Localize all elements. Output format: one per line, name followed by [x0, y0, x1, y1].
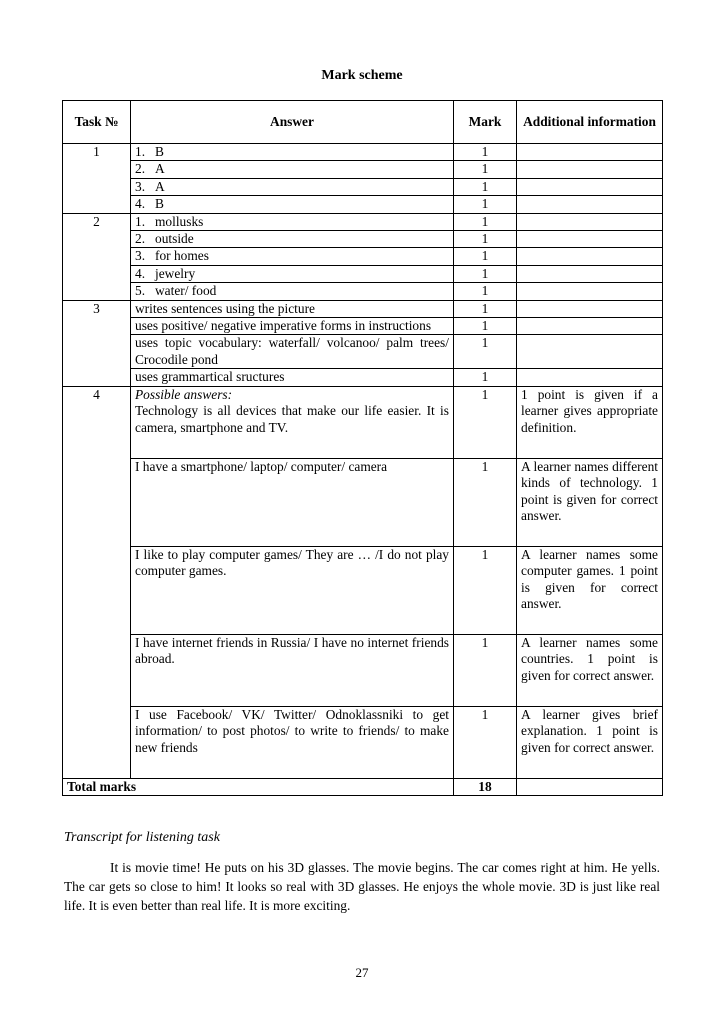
table-row — [63, 178, 663, 195]
info-cell — [517, 178, 663, 195]
info-cell — [517, 144, 663, 161]
info-cell: A learner names some countries. 1 point is given for correct answer. — [517, 634, 663, 706]
header-task: Task № — [63, 101, 131, 144]
answer-cell: 1. mollusks — [131, 213, 454, 230]
mark-cell: 1 — [454, 231, 517, 248]
answer-cell: Possible answers: Technology is all devices that make our life easier. It is camera, smartphone and TV. — [131, 386, 454, 458]
answer-cell: 4. jewelry — [131, 265, 454, 282]
header-row — [63, 101, 663, 144]
header-answer: Answer — [131, 101, 454, 144]
table-row — [63, 386, 663, 458]
info-cell — [517, 213, 663, 230]
info-cell: A learner names different kinds of technology. 1 point is given for correct answer. — [517, 458, 663, 546]
mark-cell: 1 — [454, 546, 517, 634]
answer-cell: I like to play computer games/ They are … /I do not play computer games. — [131, 546, 454, 634]
mark-cell: 1 — [454, 318, 517, 335]
mark-cell: 1 — [454, 300, 517, 317]
mark-cell: 1 — [454, 265, 517, 282]
mark-cell: 1 — [454, 283, 517, 300]
table-row — [63, 196, 663, 213]
answer-cell: I have a smartphone/ laptop/ computer/ camera — [131, 458, 454, 546]
total-row — [63, 778, 663, 795]
table-row — [63, 144, 663, 161]
answer-cell: 3. A — [131, 178, 454, 195]
task-number: 2 — [63, 213, 131, 300]
table-row — [63, 546, 663, 634]
answer-cell: uses positive/ negative imperative forms in instructions — [131, 318, 454, 335]
table-row — [63, 265, 663, 282]
answer-cell: 2. A — [131, 161, 454, 178]
total-label: Total marks — [63, 778, 454, 795]
table-row — [63, 213, 663, 230]
mark-cell: 1 — [454, 335, 517, 369]
answer-cell: uses topic vocabulary: waterfall/ volcanoo/ palm trees/ Crocodile pond — [131, 335, 454, 369]
task-number: 4 — [63, 386, 131, 778]
mark-scheme-table — [62, 100, 663, 796]
answer-cell: 4. B — [131, 196, 454, 213]
page-number: 27 — [355, 965, 369, 980]
info-cell — [517, 369, 663, 386]
mark-cell: 1 — [454, 213, 517, 230]
header-additional: Additional information — [517, 101, 663, 144]
total-mark: 18 — [454, 778, 517, 795]
page-title: Mark scheme — [321, 68, 403, 83]
possible-answers-label: Possible answers: — [135, 386, 233, 402]
answer-cell: I use Facebook/ VK/ Twitter/ Odnoklassniki to get information/ to post photos/ to write to friends/ to make new friends — [131, 706, 454, 778]
mark-cell: 1 — [454, 386, 517, 458]
table-row — [63, 458, 663, 546]
table-row — [63, 318, 663, 335]
task-number: 3 — [63, 300, 131, 386]
answer-cell: I have internet friends in Russia/ I have no internet friends abroad. — [131, 634, 454, 706]
info-cell — [517, 231, 663, 248]
mark-cell: 1 — [454, 458, 517, 546]
info-cell — [517, 196, 663, 213]
table-row — [63, 335, 663, 369]
mark-cell: 1 — [454, 196, 517, 213]
info-cell — [517, 161, 663, 178]
info-cell: 1 point is given if a learner gives appropriate definition. — [517, 386, 663, 458]
info-cell — [517, 265, 663, 282]
info-cell — [517, 318, 663, 335]
info-cell — [517, 248, 663, 265]
table-row — [63, 369, 663, 386]
table-row — [63, 634, 663, 706]
answer-cell: writes sentences using the picture — [131, 300, 454, 317]
info-cell — [517, 335, 663, 369]
answer-cell: 2. outside — [131, 231, 454, 248]
info-cell: A learner gives brief explanation. 1 point is given for correct answer. — [517, 706, 663, 778]
table-row — [63, 231, 663, 248]
info-cell — [517, 283, 663, 300]
info-cell: A learner names some computer games. 1 point is given for correct answer. — [517, 546, 663, 634]
mark-cell: 1 — [454, 248, 517, 265]
mark-cell: 1 — [454, 161, 517, 178]
task-number: 1 — [63, 144, 131, 214]
answer-cell: uses grammartical sructures — [131, 369, 454, 386]
mark-cell: 1 — [454, 369, 517, 386]
mark-cell: 1 — [454, 144, 517, 161]
info-cell — [517, 300, 663, 317]
info-cell — [517, 778, 663, 795]
answer-cell: 5. water/ food — [131, 283, 454, 300]
table-row — [63, 300, 663, 317]
table-row — [63, 706, 663, 778]
table-row — [63, 248, 663, 265]
answer-cell: 1. B — [131, 144, 454, 161]
table-row — [63, 283, 663, 300]
transcript-text: It is movie time! He puts on his 3D glasses. The movie begins. The car comes right at him. He yells. The car gets so close to him! It looks so real with 3D glasses. He enjoys the whole movie. 3D is just like real life. It is even better than real life. It is more exciting. — [64, 860, 660, 913]
transcript-title: Transcript for listening task — [64, 830, 220, 845]
mark-cell: 1 — [454, 178, 517, 195]
table-row — [63, 161, 663, 178]
mark-cell: 1 — [454, 634, 517, 706]
mark-cell: 1 — [454, 706, 517, 778]
answer-cell: 3. for homes — [131, 248, 454, 265]
header-mark: Mark — [454, 101, 517, 144]
